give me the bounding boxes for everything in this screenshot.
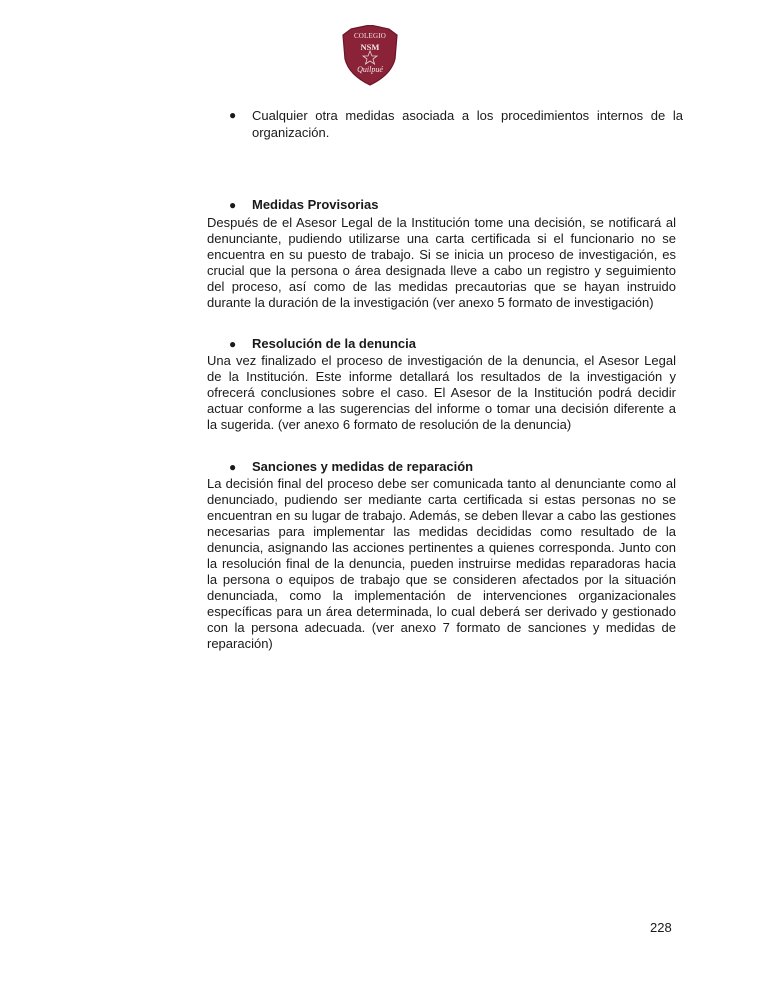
section-paragraph: Una vez finalizado el proceso de investigación de la denuncia, el Asesor Legal de la Institución. Este informe detallará los resultados de la investigación y ofrecerá conclusiones sobre el caso. El Asesor de la Institución podrá decidir actuar conforme a las sugerencias del informe o tomar una decisión diferente a la sugerida. (ver anexo 6 formato de resolución de la denuncia): [207, 353, 676, 432]
school-crest-logo: [341, 25, 399, 87]
intro-bullet-item: [229, 107, 683, 141]
intro-bullet-text: Cualquier otra medidas asociada a los procedimientos internos de la organización.: [252, 108, 683, 140]
section-paragraph: La decisión final del proceso debe ser comunicada tanto al denunciante como al denunciado, pudiendo ser mediante carta certificada si estas personas no se encuentran en su lugar de trabajo. Además, se deben llevar a cabo las gestiones necesarias para implementar las medidas decididas como resultado de la denuncia, asignando las acciones pertinentes a quienes corresponda. Junto con la resolución final de la denuncia, pueden instruirse medidas reparadoras hacia la persona o equipos de trabajo que se consideren afectados por la situación denunciada, como la implementación de intervenciones organizacionales específicas para un área determinada, lo cual deberá ser derivado y gestionado con la persona adecuada. (ver anexo 7 formato de sanciones y medidas de reparación): [207, 476, 676, 651]
section-heading: Sanciones y medidas de reparación: [252, 459, 474, 474]
logo-line-2: NSM: [360, 42, 380, 52]
section-heading: Medidas Provisorias: [252, 197, 379, 212]
page-number: 228: [650, 920, 672, 935]
section-paragraph: Después de el Asesor Legal de la Institución tome una decisión, se notificará al denunciante, pudiendo utilizarse una carta certificada si el funcionario no se encuentra en su puesto de trabajo. Si se inicia un proceso de investigación, es crucial que la persona o área designada lleve a cabo un registro y seguimiento del proceso, así como de las medidas precautorias que se hayan instruido durante la duración de la investigación (ver anexo 5 formato de investigación): [207, 215, 676, 310]
bullet-icon: ●: [229, 460, 237, 474]
logo-line-1: COLEGIO: [353, 32, 387, 40]
bullet-icon: ●: [229, 198, 237, 212]
logo-line-3: Quilpué: [357, 65, 383, 74]
bullet-icon: ●: [229, 337, 237, 351]
section-heading: Resolución de la denuncia: [252, 336, 416, 351]
bullet-icon: ●: [229, 108, 237, 122]
